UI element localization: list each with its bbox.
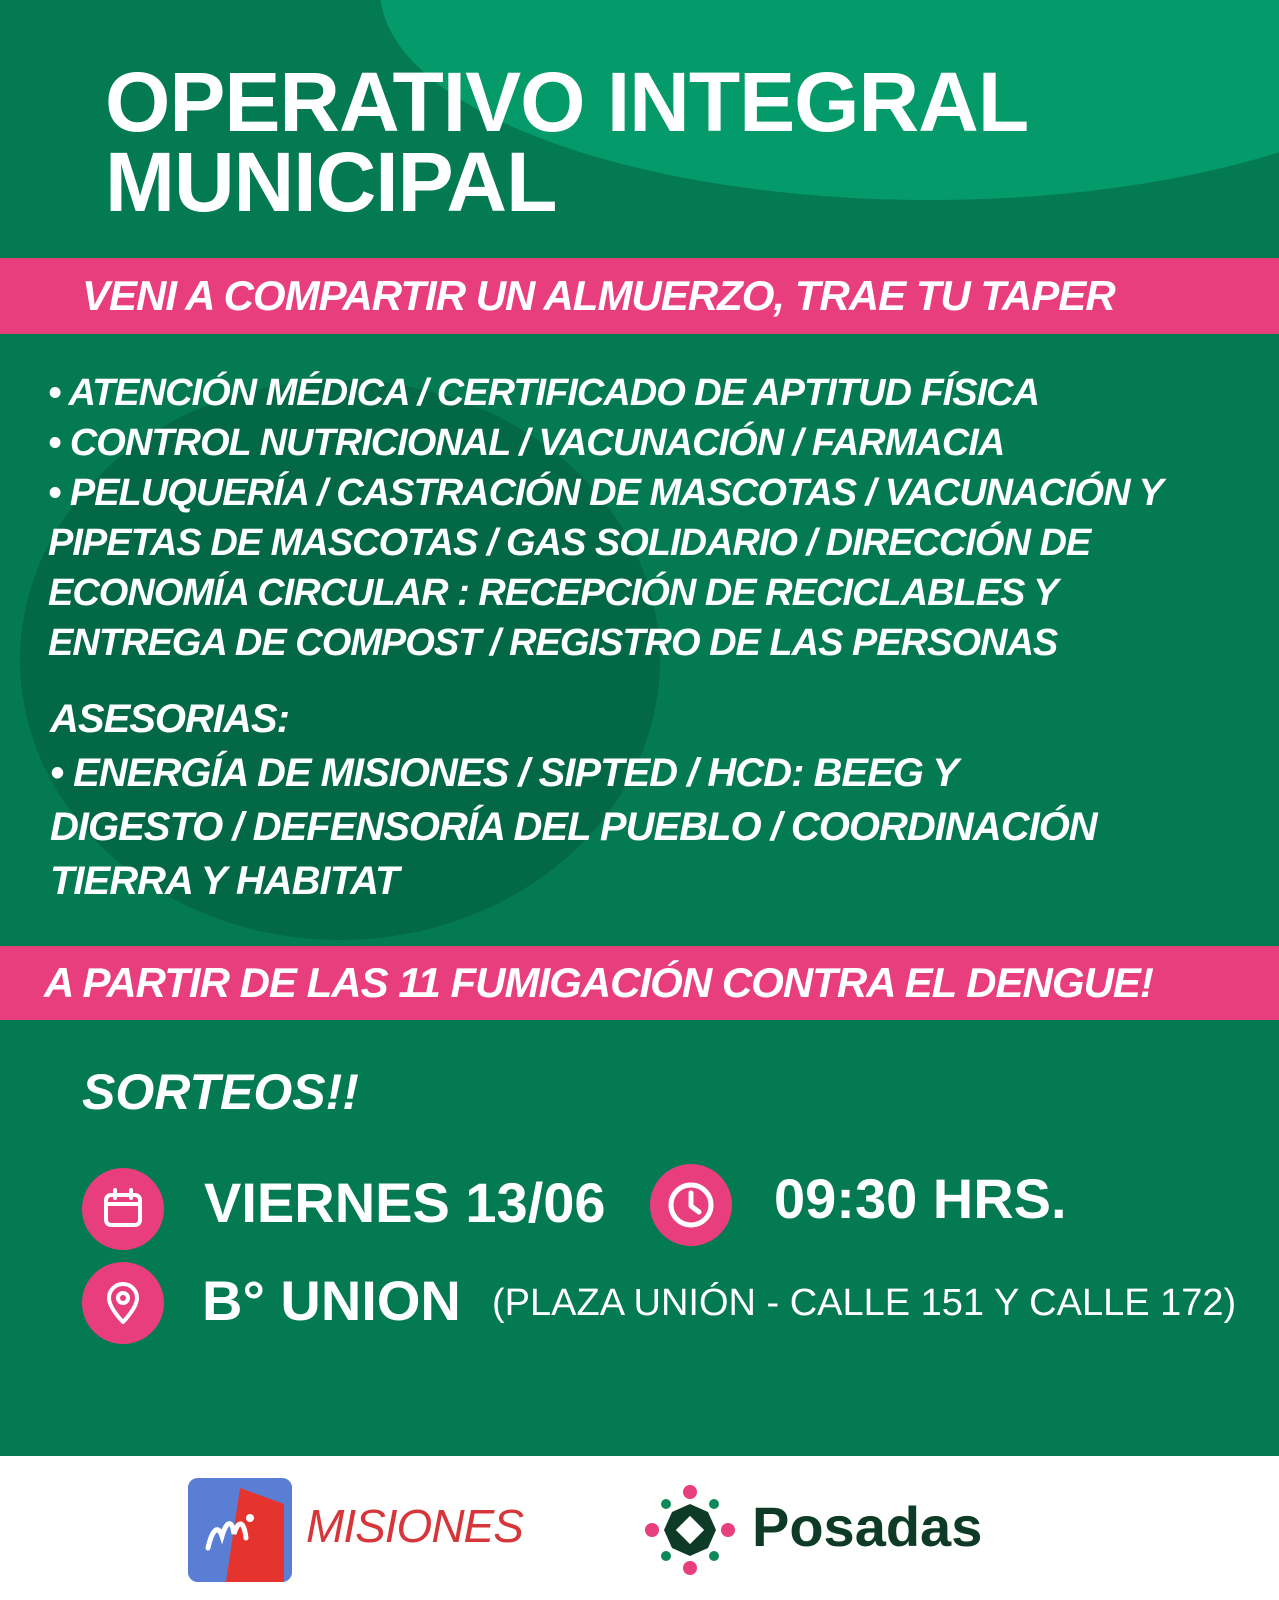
- event-date: VIERNES 13/06: [204, 1171, 606, 1234]
- services-list: [48, 368, 1248, 668]
- posadas-logo-text: Posadas: [752, 1495, 983, 1558]
- event-address: (PLAZA UNIÓN - CALLE 151 Y CALLE 172): [492, 1282, 1237, 1324]
- misiones-logo-icon: [188, 1478, 292, 1582]
- calendar-icon: [82, 1168, 164, 1250]
- footer-logos: [0, 1456, 1279, 1600]
- clock-icon: [650, 1164, 732, 1246]
- event-place: B° UNION: [202, 1269, 461, 1332]
- posadas-logo-icon: [642, 1482, 738, 1578]
- location-pin-icon: [82, 1262, 164, 1344]
- lunch-banner: VENI A COMPARTIR UN ALMUERZO, TRAE TU TAPER: [0, 258, 1279, 334]
- services-line: • PELUQUERÍA / CASTRACIÓN DE MASCOTAS / VACUNACIÓN Y: [48, 472, 1163, 514]
- asesorias-line: • ENERGÍA DE MISIONES / SIPTED / HCD: BEEG Y: [50, 751, 958, 795]
- asesorias-line: TIERRA Y HABITAT: [50, 859, 399, 903]
- services-line: PIPETAS DE MASCOTAS / GAS SOLIDARIO / DIRECCIÓN DE: [48, 522, 1091, 564]
- services-line: • CONTROL NUTRICIONAL / VACUNACIÓN / FARMACIA: [48, 422, 1005, 464]
- sorteos-heading: SORTEOS!!: [82, 1064, 359, 1120]
- services-line: ENTREGA DE COMPOST / REGISTRO DE LAS PERSONAS: [48, 622, 1058, 664]
- title-line: MUNICIPAL: [105, 135, 557, 229]
- misiones-logo-text: MISIONES: [306, 1500, 523, 1552]
- event-time: 09:30 HRS.: [774, 1167, 1067, 1230]
- dengue-banner: A PARTIR DE LAS 11 FUMIGACIÓN CONTRA EL DENGUE!: [0, 946, 1279, 1020]
- asesorias-line: DIGESTO / DEFENSORÍA DEL PUEBLO / COORDINACIÓN: [50, 805, 1097, 849]
- services-line: ECONOMÍA CIRCULAR : RECEPCIÓN DE RECICLABLES Y: [48, 572, 1058, 614]
- services-line: • ATENCIÓN MÉDICA / CERTIFICADO DE APTITUD FÍSICA: [48, 372, 1040, 414]
- asesorias-list: [50, 746, 1230, 908]
- poster-title: [105, 55, 1029, 229]
- title-line: OPERATIVO INTEGRAL: [105, 55, 1029, 149]
- asesorias-heading: ASESORIAS:: [50, 697, 289, 741]
